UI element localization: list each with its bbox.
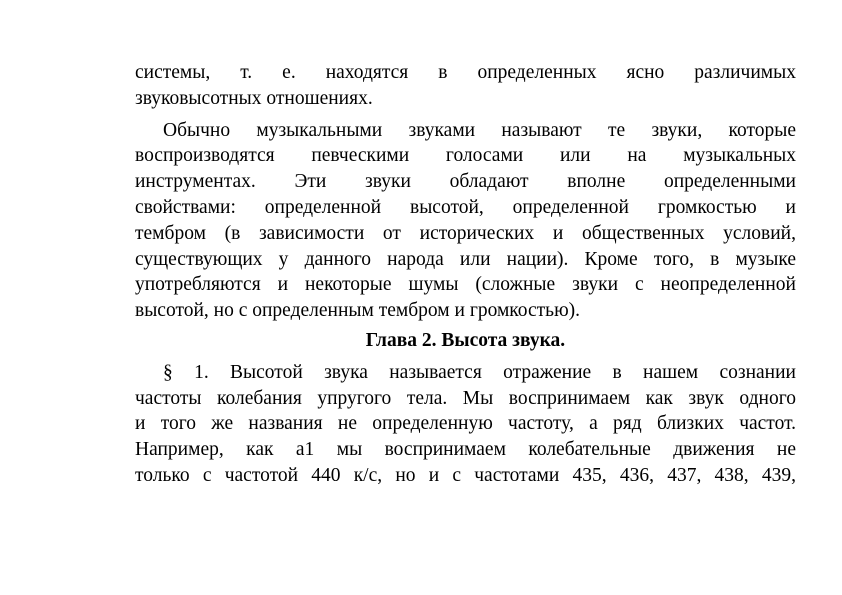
text-line: системы, т. е. находятся в определенных ясно различимых — [135, 62, 796, 83]
text-line: звуковысотных отношениях. — [135, 87, 373, 109]
paragraph-1 — [135, 60, 796, 112]
text-line: только с частотой 440 к/с, но и с частотами 435, 436, 437, 438, 439, — [135, 464, 796, 486]
text-line: инструментах. Эти звуки обладают вполне определенными — [135, 171, 796, 193]
document-text — [135, 60, 796, 489]
paragraph-3 — [135, 360, 796, 489]
text-line: частоты колебания упругого тела. Мы воспринимаем как звук одного — [135, 387, 796, 409]
paragraph-2 — [135, 118, 796, 324]
text-line: § 1. Высотой звука называется отражение в нашем сознании — [163, 361, 796, 383]
chapter-heading: Глава 2. Высота звука. — [365, 329, 566, 351]
text-line: свойствами: определенной высотой, определенной громкостью и — [135, 196, 796, 218]
text-line: употребляются и некоторые шумы (сложные звуки с неопределенной — [135, 274, 796, 296]
text-line: Обычно музыкальными звуками называют те звуки, которые — [163, 119, 796, 141]
text-line: существующих у данного народа или нации). Кроме того, в музыке — [135, 248, 796, 270]
text-line: и того же названия не определенную частоту, а ряд близких частот. — [135, 413, 796, 435]
text-line: Например, как а1 мы воспринимаем колебательные движения не — [135, 439, 796, 461]
text-line: тембром (в зависимости от исторических и общественных условий, — [135, 222, 796, 244]
text-line: высотой, но с определенным тембром и громкостью). — [135, 300, 581, 322]
text-line: воспроизводятся певческими голосами или на музыкальных — [135, 145, 796, 167]
